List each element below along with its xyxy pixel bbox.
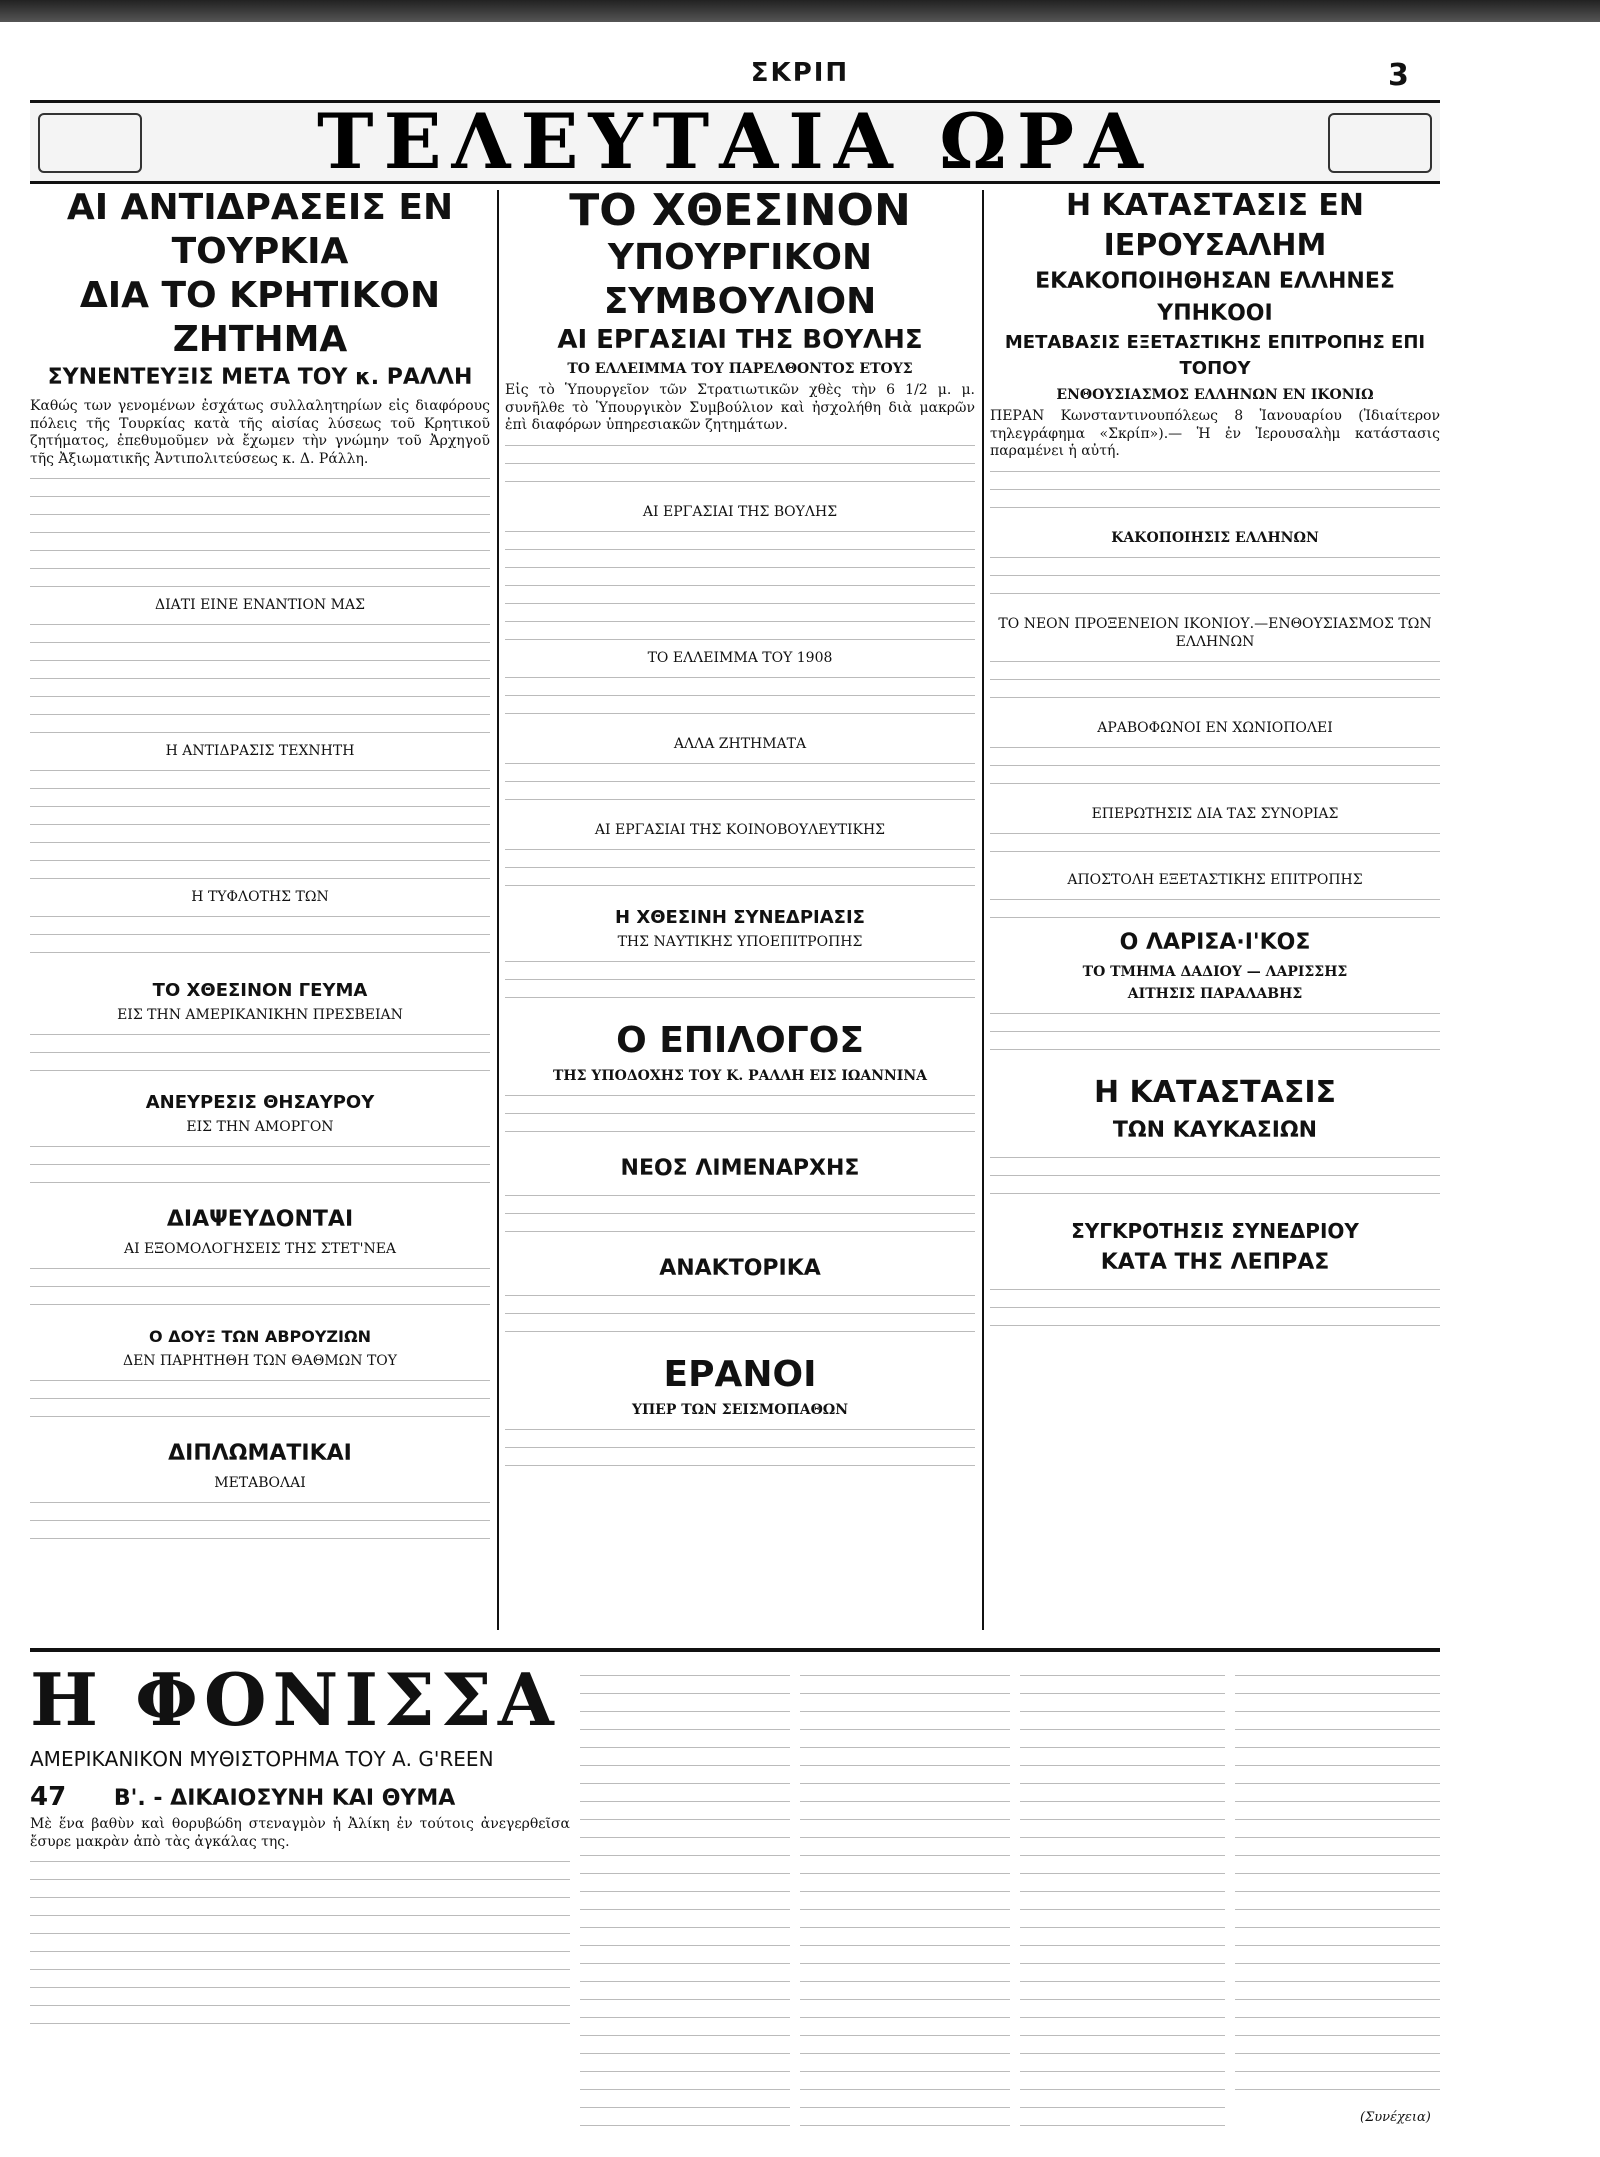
serial-column	[1235, 1665, 1440, 2135]
headline: Ο ΔΟΥΞ ΤΩΝ ΑΒΡΟΥΖΙΩΝ	[149, 1327, 371, 1346]
headline: ΔΙΑ ΤΟ ΚΡΗΤΙΚΟΝ ΖΗΤΗΜΑ	[79, 275, 441, 360]
serial-part	[30, 1782, 570, 1812]
section-banner	[30, 97, 1440, 186]
part-title: Β'. - ΔΙΚΑΙΟΣΥΝΗ ΚΑΙ ΘΥΜΑ	[113, 1786, 456, 1811]
top-edge-bar	[0, 0, 1600, 22]
banner-title: ΤΕΛΕΥΤΑΙΑ ΩΡΑ	[317, 97, 1153, 186]
section-caption: ΑΙ ΕΞΟΜΟΛΟΓΗΣΕΙΣ ΤΗΣ ΣΤΕΤ'ΝΕΑ	[123, 1241, 397, 1257]
text-lines	[990, 655, 1440, 715]
headline: Ο ΛΑΡΙΣΑ·Ι'ΚΟΣ	[1119, 929, 1311, 955]
section-caption: ΤΟ ΕΛΛΕΙΜΜΑ ΤΟΥ ΠΑΡΕΛΘΟΝΤΟΣ ΕΤΟΥΣ	[567, 361, 913, 377]
section-caption: ΑΠΟΣΤΟΛΗ ΕΞΕΤΑΣΤΙΚΗΣ ΕΠΙΤΡΟΠΗΣ	[1067, 871, 1363, 888]
continued-note: (Συνέχεια)	[1360, 2110, 1431, 2125]
subheadline: ΣΥΝΕΝΤΕΥΞΙΣ ΜΕΤΑ ΤΟΥ κ. ΡΑΛΛΗ	[47, 365, 473, 390]
section-caption: ΑΙ ΕΡΓΑΣΙΑΙ ΤΗΣ ΚΟΙΝΟΒΟΥΛΕΥΤΙΚΗΣ	[594, 821, 886, 838]
subheadline: ΜΕΤΑΒΑΣΙΣ ΕΞΕΤΑΣΤΙΚΗΣ ΕΠΙΤΡΟΠΗΣ ΕΠΙ ΤΟΠΟΥ	[1004, 332, 1426, 379]
section-caption: ΤΗΣ ΥΠΟΔΟΧΗΣ ΤΟΥ Κ. ΡΑΛΛΗ ΕΙΣ ΙΩΑΝΝΙΝΑ	[552, 1067, 928, 1084]
serial-subtitle: ΑΜΕΡΙΚΑΝΙΚΟΝ ΜΥΘΙΣΤΟΡΗΜΑ ΤΟΥ Α. G'REEN	[30, 1747, 494, 1771]
headline: Η ΚΑΤΑΣΤΑΣΙΣ	[1093, 1074, 1337, 1110]
text-lines	[990, 1283, 1440, 1343]
text-lines	[30, 1262, 490, 1322]
section-caption: ΤΟ ΕΛΛΕΙΜΜΑ ΤΟΥ 1908	[647, 649, 833, 666]
headline: Ο ΕΠΙΛΟΓΟΣ	[616, 1019, 864, 1061]
headline: ΑΙ ΑΝΤΙΔΡΑΣΕΙΣ ΕΝ ΤΟΥΡΚΙΑ	[66, 187, 454, 272]
text-lines	[30, 1855, 570, 2035]
text-lines	[990, 551, 1440, 611]
text-lines	[990, 893, 1440, 923]
text-lines	[30, 1496, 490, 1556]
text-lines	[505, 1423, 975, 1483]
column-2	[505, 186, 975, 1631]
text-lines	[505, 1089, 975, 1149]
section-caption: ΑΡΑΒΟΦΩΝΟΙ ΕΝ ΧΩΝΙΟΠΟΛΕΙ	[1097, 719, 1333, 736]
text-lines	[800, 1669, 1010, 2129]
text-lines	[30, 764, 490, 884]
section-caption: ΑΛΛΑ ΖΗΤΗΜΑΤΑ	[673, 735, 807, 752]
section-caption: ΤΟ ΤΜΗΜΑ ΔΑΔΙΟΥ — ΛΑΡΙΣΣΗΣ	[1082, 963, 1348, 980]
text-lines	[30, 910, 490, 970]
article-text: Καθώς των γενομένων ἐσχάτως συλλαλητηρίων εἰς διαφόρους πόλεις τῆς Τουρκίας κατὰ τῆς αἰσίας λύσεως τοῦ Κρητικοῦ ζητήματος, ἐπεθυμοῦμεν νὰ ἔχωμεν τὴν γνώμην τοῦ Ἀρχηγοῦ τῆς Ἀξιωματικῆς Ἀντιπολιτεύσεως κ. Δ. Ράλλη.	[30, 398, 490, 467]
text-lines	[990, 1151, 1440, 1211]
section-caption: ΤΟ ΝΕΟΝ ΠΡΟΞΕΝΕΙΟΝ ΙΚΟΝΙΟΥ.—ΕΝΘΟΥΣΙΑΣΜΟΣ ΤΩΝ ΕΛΛΗΝΩΝ	[998, 615, 1432, 650]
section-caption: ΕΙΣ ΤΗΝ ΑΜΕΡΙΚΑΝΙΚΗΝ ΠΡΕΣΒΕΙΑΝ	[117, 1007, 403, 1023]
column-1	[30, 186, 490, 1631]
text-lines	[1020, 1669, 1225, 2129]
subheadline: ΤΩΝ ΚΑΥΚΑΣΙΩΝ	[1112, 1117, 1318, 1143]
installment-number: 47	[30, 1782, 67, 1812]
masthead	[0, 58, 1600, 93]
headline: ΑΝΕΥΡΕΣΙΣ ΘΗΣΑΥΡΟΥ	[145, 1092, 375, 1113]
column-divider	[497, 190, 499, 1630]
serial-story	[30, 1657, 570, 2039]
section-caption: ΜΕΤΑΒΟΛΑΙ	[214, 1475, 306, 1491]
subheadline: ΚΑΤΑ ΤΗΣ ΛΕΠΡΑΣ	[1100, 1249, 1330, 1275]
text-lines	[30, 1374, 490, 1434]
serial-divider	[30, 1648, 1440, 1652]
text-lines	[990, 741, 1440, 801]
section-caption: ΔΕΝ ΠΑΡΗΤΗΘΗ ΤΩΝ ΘΑΘΜΩΝ ΤΟΥ	[122, 1353, 398, 1369]
article-text: Εἰς τὸ Ὑπουργεῖον τῶν Στρατιωτικῶν χθὲς τὴν 6 1/2 μ. μ. συνῆλθε τὸ Ὑπουργικὸν Συμβούλιον καὶ ἠσχολήθη διὰ μακρῶν ἐπὶ διαφόρων ὑπηρεσιακῶν ζητημάτων.	[505, 382, 975, 433]
headline: ΔΙΠΛΩΜΑΤΙΚΑΙ	[168, 1441, 352, 1466]
section-caption: Η ΤΥΦΛΟΤΗΣ ΤΩΝ	[191, 889, 329, 905]
text-lines	[505, 671, 975, 731]
text-lines	[505, 955, 975, 1015]
serial-column	[1020, 1665, 1225, 2135]
headline: ΔΙΑΨΕΥΔΟΝΤΑΙ	[166, 1207, 354, 1232]
page-number: 3	[1388, 58, 1409, 93]
subheadline: ΑΙ ΕΡΓΑΣΙΑΙ ΤΗΣ ΒΟΥΛΗΣ	[557, 325, 923, 355]
headline: Η ΧΘΕΣΙΝΗ ΣΥΝΕΔΡΙΑΣΙΣ	[615, 906, 865, 928]
section-caption: ΥΠΕΡ ΤΩΝ ΣΕΙΣΜΟΠΑΘΩΝ	[631, 1401, 849, 1418]
article-text: ΠΕΡΑΝ Κωνσταντινουπόλεως 8 Ἰανουαρίου (Ἰδιαίτερον τηλεγράφημα «Σκρίπ»).— Ἡ ἐν Ἱερουσαλὴμ κατάστασις παραμένει ἡ αὐτή.	[990, 408, 1440, 459]
text-lines	[990, 1007, 1440, 1067]
text-lines	[505, 439, 975, 499]
section-caption: ΕΝΘΟΥΣΙΑΣΜΟΣ ΕΛΛΗΝΩΝ ΕΝ ΙΚΟΝΙΩ	[1056, 387, 1374, 403]
headline: ΕΡΑΝΟΙ	[663, 1353, 817, 1395]
section-caption: ΚΑΚΟΠΟΙΗΣΙΣ ΕΛΛΗΝΩΝ	[1111, 529, 1319, 546]
section-caption: ΑΙ ΕΡΓΑΣΙΑΙ ΤΗΣ ΒΟΥΛΗΣ	[642, 503, 838, 520]
headline: ΥΠΟΥΡΓΙΚΟΝ ΣΥΜΒΟΥΛΙΟΝ	[603, 237, 877, 322]
text-lines	[580, 1669, 790, 2129]
serial-title: Η ΦΟΝΙΣΣΑ	[30, 1657, 560, 1742]
text-lines	[505, 1289, 975, 1349]
text-lines	[505, 525, 975, 645]
section-caption: ΑΙΤΗΣΙΣ ΠΑΡΑΛΑΒΗΣ	[1127, 985, 1303, 1002]
section-caption: ΕΠΕΡΩΤΗΣΙΣ ΔΙΑ ΤΑΣ ΣΥΝΟΡΙΑΣ	[1091, 805, 1339, 822]
headline: ΤΟ ΧΘΕΣΙΝΟΝ	[569, 186, 911, 236]
headline: ΕΚΑΚΟΠΟΙΗΘΗΣΑΝ ΕΛΛΗΝΕΣ ΥΠΗΚΟΟΙ	[1035, 269, 1395, 326]
section-caption: ΤΗΣ ΝΑΥΤΙΚΗΣ ΥΠΟΕΠΙΤΡΟΠΗΣ	[617, 933, 863, 950]
headline: ΝΕΟΣ ΛΙΜΕΝΑΡΧΗΣ	[620, 1155, 860, 1181]
column-3	[990, 186, 1440, 1631]
text-lines	[30, 618, 490, 738]
text-lines	[505, 843, 975, 903]
headline: ΣΥΓΚΡΟΤΗΣΙΣ ΣΥΝΕΔΡΙΟΥ	[1071, 1218, 1359, 1243]
text-lines	[30, 472, 490, 592]
serial-text: Μὲ ἕνα βαθὺν καὶ θορυβώδη στεναγμὸν ἡ Ἀλίκη ἐν τούτοις ἀνεγερθεῖσα ἔσυρε μακρὰν ἀπὸ τὰς ἀγκάλας της.	[30, 1816, 570, 1850]
headline: Η ΚΑΤΑΣΤΑΣΙΣ ΕΝ ΙΕΡΟΥΣΑΛΗΜ	[1065, 188, 1365, 263]
text-lines	[505, 1189, 975, 1249]
text-lines	[990, 827, 1440, 867]
section-caption: ΔΙΑΤΙ ΕΙΝΕ ΕΝΑΝΤΙΟΝ ΜΑΣ	[155, 597, 365, 613]
text-lines	[30, 1140, 490, 1200]
newspaper-name: ΣΚΡΙΠ	[750, 58, 850, 88]
serial-column	[580, 1665, 790, 2135]
headline: ΑΝΑΚΤΟΡΙΚΑ	[659, 1255, 821, 1281]
column-divider	[982, 190, 984, 1630]
headline: ΤΟ ΧΘΕΣΙΝΟΝ ΓΕΥΜΑ	[152, 980, 368, 1001]
text-lines	[30, 1028, 490, 1088]
text-lines	[505, 757, 975, 817]
serial-column	[800, 1665, 1010, 2135]
text-lines	[1235, 1669, 1440, 2099]
section-caption: ΕΙΣ ΤΗΝ ΑΜΟΡΓΟΝ	[186, 1119, 334, 1135]
section-caption: Η ΑΝΤΙΔΡΑΣΙΣ ΤΕΧΝΗΤΗ	[165, 743, 355, 759]
text-lines	[990, 465, 1440, 525]
